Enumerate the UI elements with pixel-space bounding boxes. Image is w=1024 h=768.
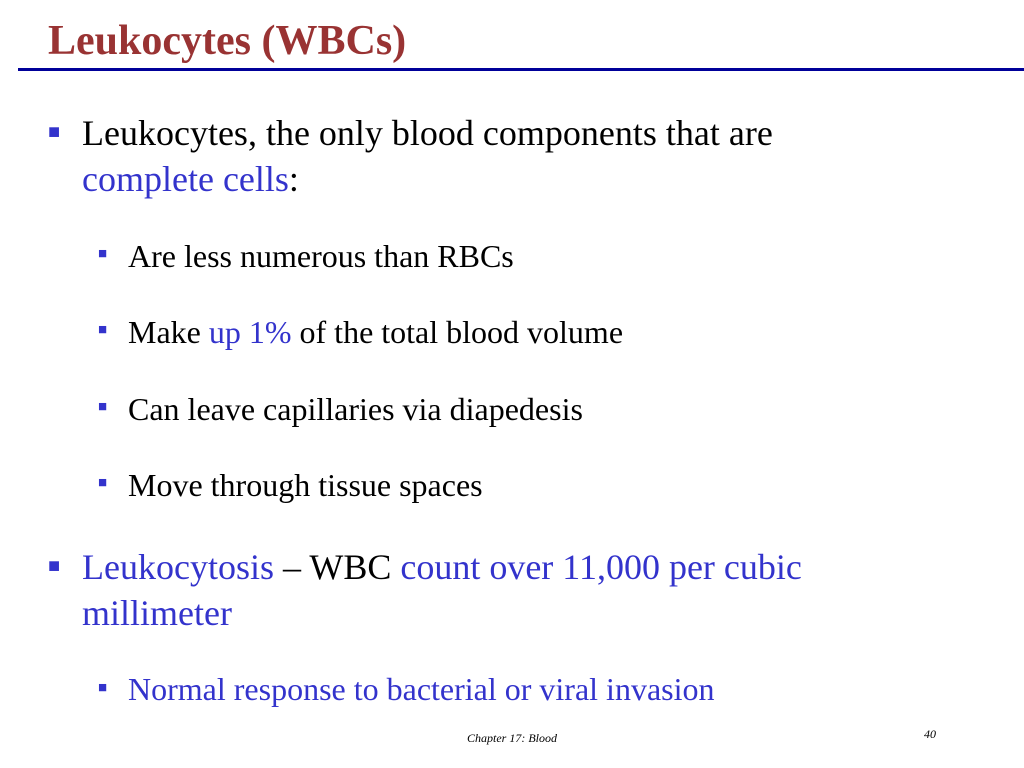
colon: : bbox=[288, 159, 299, 199]
slide-footer: Chapter 17: Blood bbox=[467, 731, 557, 745]
highlight-complete-cells: complete cells bbox=[82, 159, 289, 199]
sub-bullet-1: Are less numerous than RBCs bbox=[128, 238, 514, 274]
sub-bullet-2: Make up 1% of the total blood volume bbox=[128, 314, 624, 350]
sub-bullet-5: Normal response to bacterial or viral invasion bbox=[128, 671, 715, 707]
bullet-2-line-1: Leukocytosis – WBC count over 11,000 per cubic bbox=[82, 547, 802, 587]
sub-bullet-square-icon: ■ bbox=[98, 680, 108, 696]
sub-bullet-square-icon: ■ bbox=[98, 322, 108, 338]
bullet-square-icon: ■ bbox=[48, 555, 61, 577]
title-underline bbox=[18, 68, 1024, 71]
sub-bullet-square-icon: ■ bbox=[98, 475, 108, 491]
sub-bullet-square-icon: ■ bbox=[98, 399, 108, 415]
highlight-leukocytosis: Leukocytosis bbox=[82, 547, 274, 587]
highlight-up-1-percent: up 1% bbox=[208, 314, 292, 350]
page-number: 40 bbox=[924, 727, 936, 741]
highlight-count: count over 11,000 per cubic bbox=[400, 547, 802, 587]
bullet-square-icon: ■ bbox=[48, 121, 61, 143]
sub-bullet-4: Move through tissue spaces bbox=[128, 467, 483, 503]
bullet-2-line-2: millimeter bbox=[82, 593, 232, 633]
bullet-1-line-2 bbox=[82, 158, 299, 200]
slide-title: Leukocytes (WBCs) bbox=[48, 18, 407, 64]
sub-bullet-square-icon: ■ bbox=[98, 246, 108, 262]
sub-bullet-3: Can leave capillaries via diapedesis bbox=[128, 391, 583, 427]
bullet-1-line-1: Leukocytes, the only blood components that are bbox=[82, 113, 773, 153]
